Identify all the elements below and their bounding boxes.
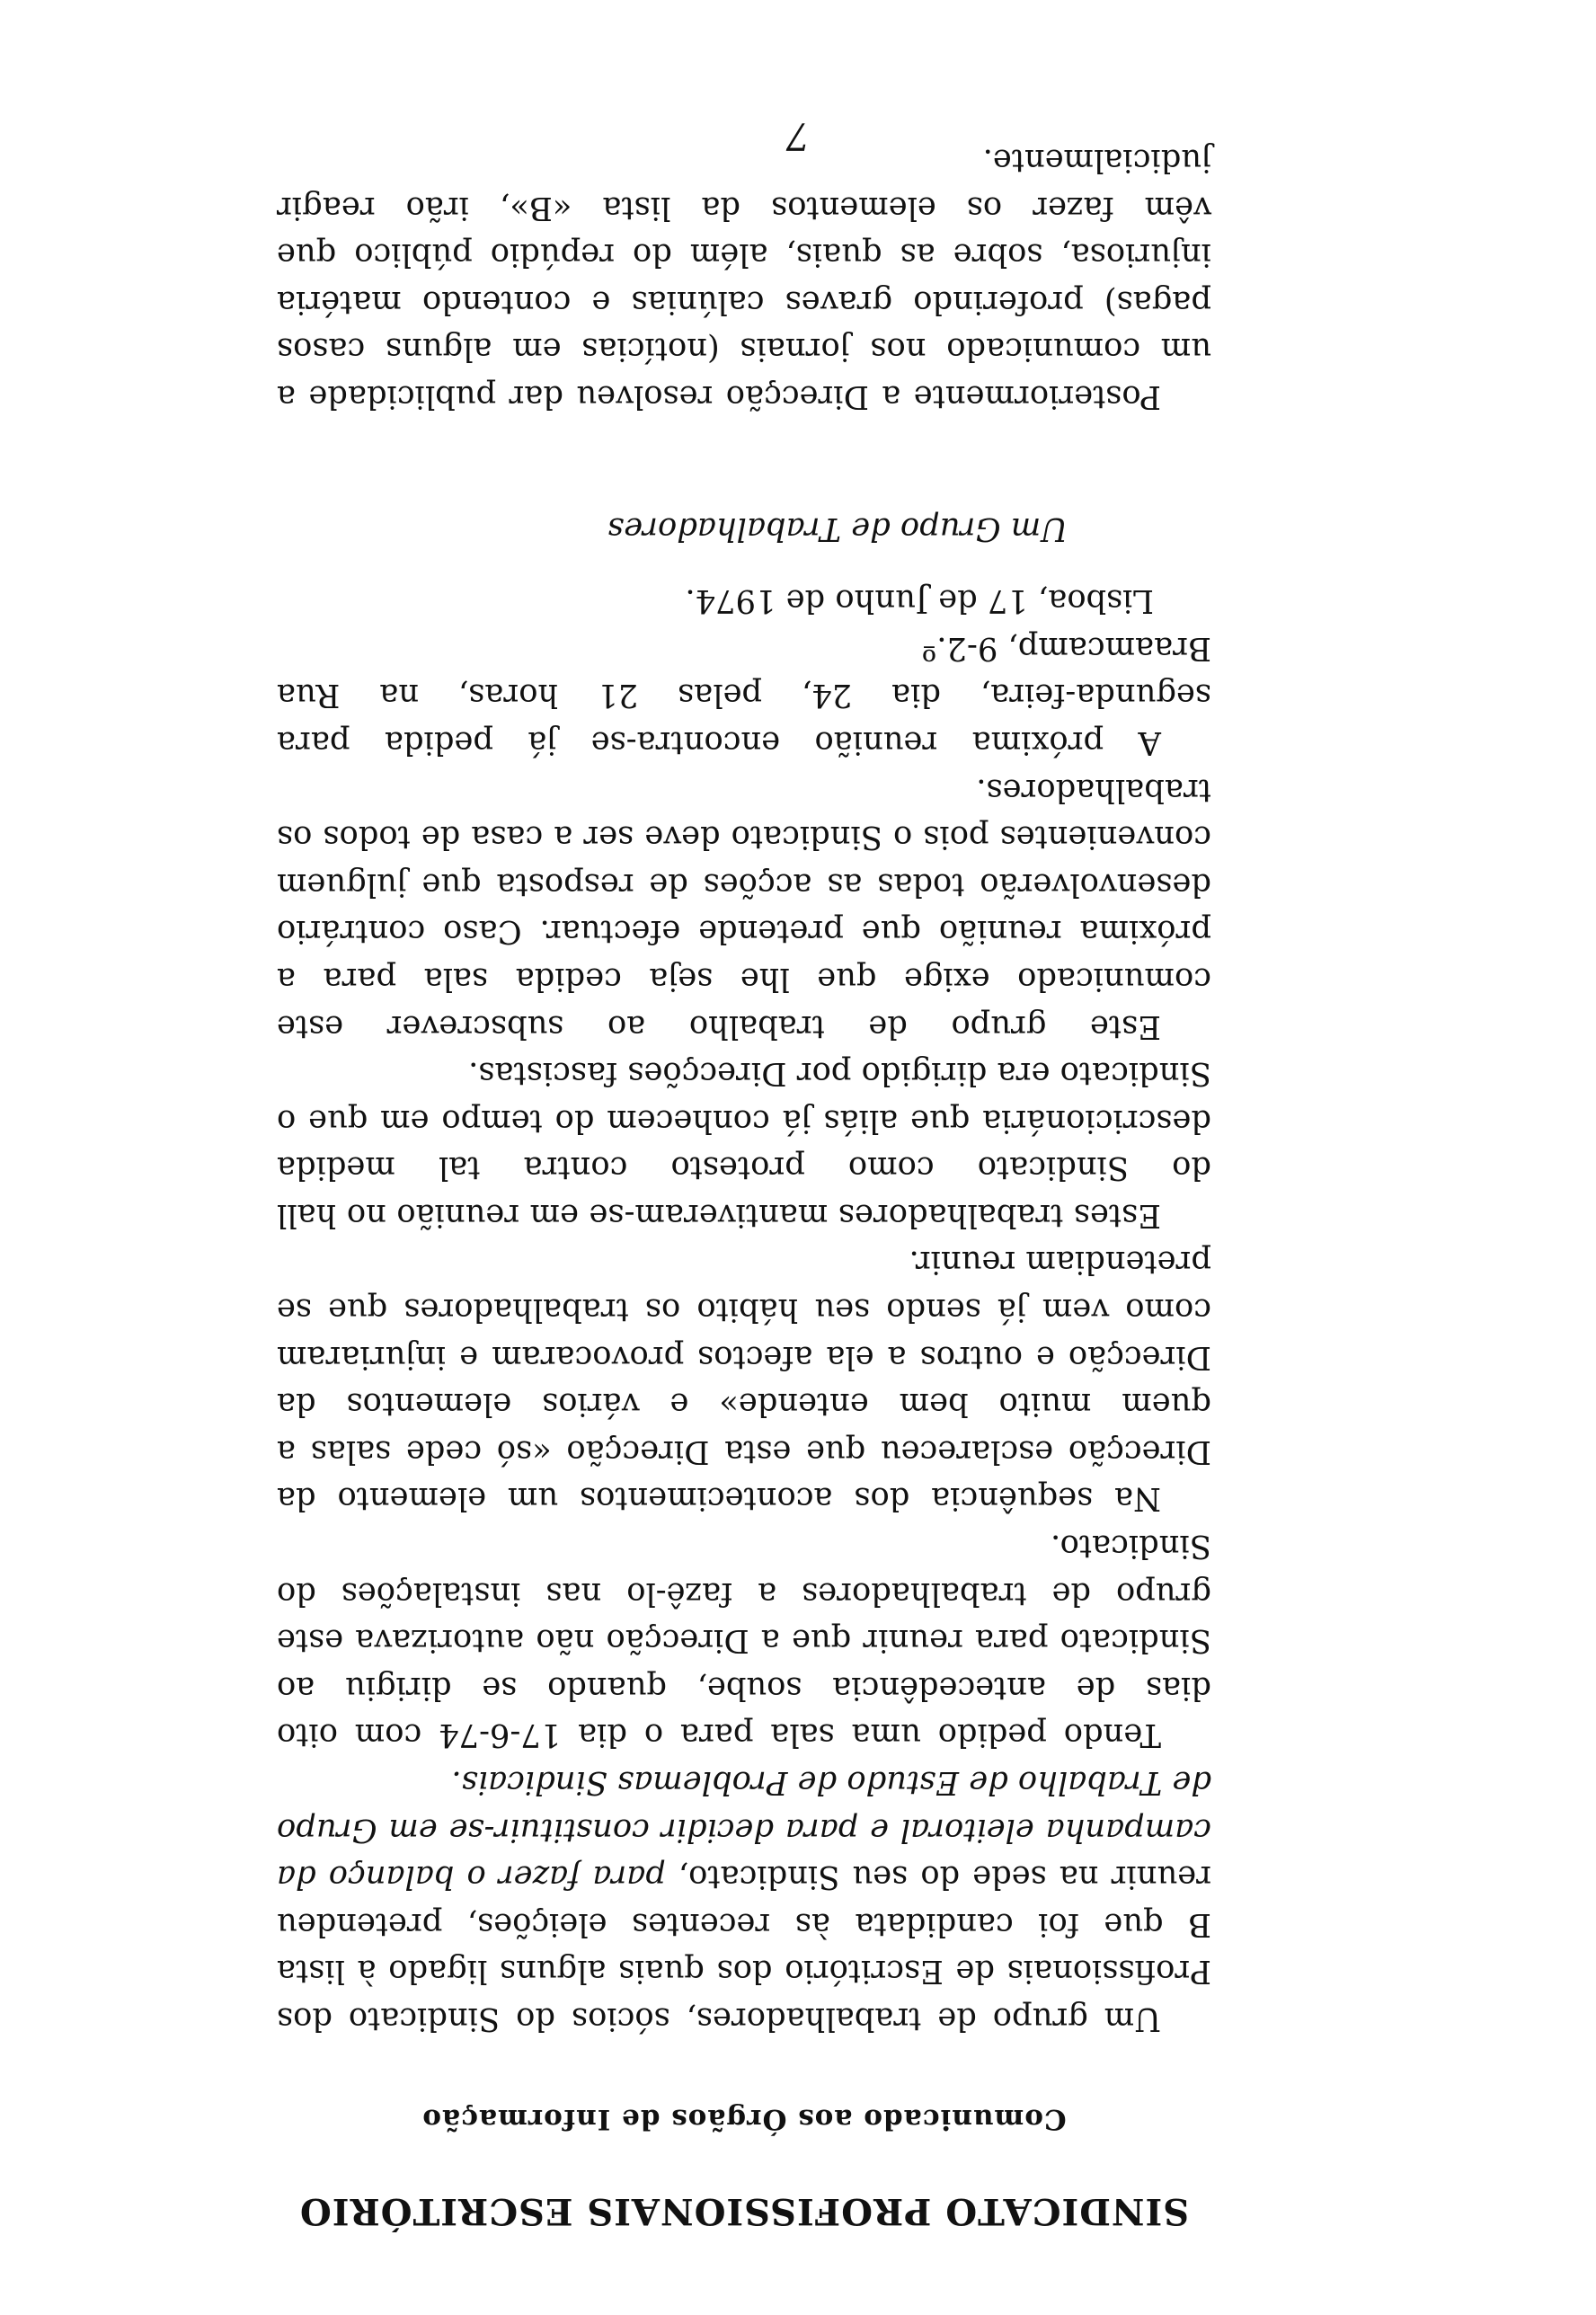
paragraph-events: Na sequência dos acontecimentos um elemento da Direcção esclareceu que esta Direcção «só cede salas a quem muito bem entende» e vários elementos da Direcção e outros a ela afectos provocaram e injuriaram como vem já sendo seu hábito os trabalhadores que se pretendiam reunir. [277,1244,1211,1518]
postscript-text: Posteriormente a Direcção resolveu dar publicidade a um comunicado nos jornais (notícias em alguns casos pagas) proferindo graves calúnias e contendo matéria injuriosa, sobre as quais, além do repúdio público que vêm fazer os elementos da lista «B», irão reagir judicialmente. [277,142,1211,415]
document-title: SINDICATO PROFISSIONAIS ESCRITÓRIO [298,2190,1190,2232]
signature: Um Grupo de Trabalhadores [607,510,1068,547]
paragraph-intro [277,1758,1211,2042]
postscript [277,136,1211,420]
paragraph-protest: Estes trabalhadores mantiveram-se em reunião no hall do Sindicato como protesto contra tal medida descricionária que aliás já conhecem do tempo em que o Sindicato era dirigido por Direcções fascistas. [277,1055,1211,1234]
paragraph-demand: Este grupo de trabalho ao subscrever este comunicado exige que lhe seja cedida sala para a próxima reunião que pretende efectuar. Caso contrário desenvolverão todas as acções de resposta que julguem convenientes pois o Sindicato deve ser a casa de todos os trabalhadores. [277,771,1211,1045]
paragraph-room-request: Tendo pedido uma sala para o dia 17-6-74 com oito dias de antecedência soube, quando se dirigiu ao Sindicato para reunir que a Direcção não autorizava este grupo de trabalhadores a fazê-lo nas instalações do Sindicato. [277,1528,1211,1754]
paragraph-intro-text: Um grupo de trabalhadores, sócios do Sindicato dos Profissionais de Escritório dos quais alguns ligado à lista B que foi candidata às recentes eleições, pretendeu reunir na sede do seu Sindicato, [277,1858,1211,2037]
page-number: 7 [785,114,811,158]
document-body [277,136,1211,2042]
document-subtitle: Comunicado aos Órgãos de Informação [421,2103,1067,2135]
paragraph-next-meeting: A próxima reunião encontra-se já pedida para segunda-feira, dia 24, pelas 21 horas, na Rua Braamcamp, 9-2.º [277,629,1211,761]
date-line: Lisboa, 17 de Junho de 1974. [685,582,1154,620]
paragraph-intro-emphasis: para fazer o balanço da campanha eleitoral e para decidir constituir-se em Grupo de Trabalho de Estudo de Problemas Sindicais. [276,1764,1211,1896]
document-content [277,136,1211,2232]
